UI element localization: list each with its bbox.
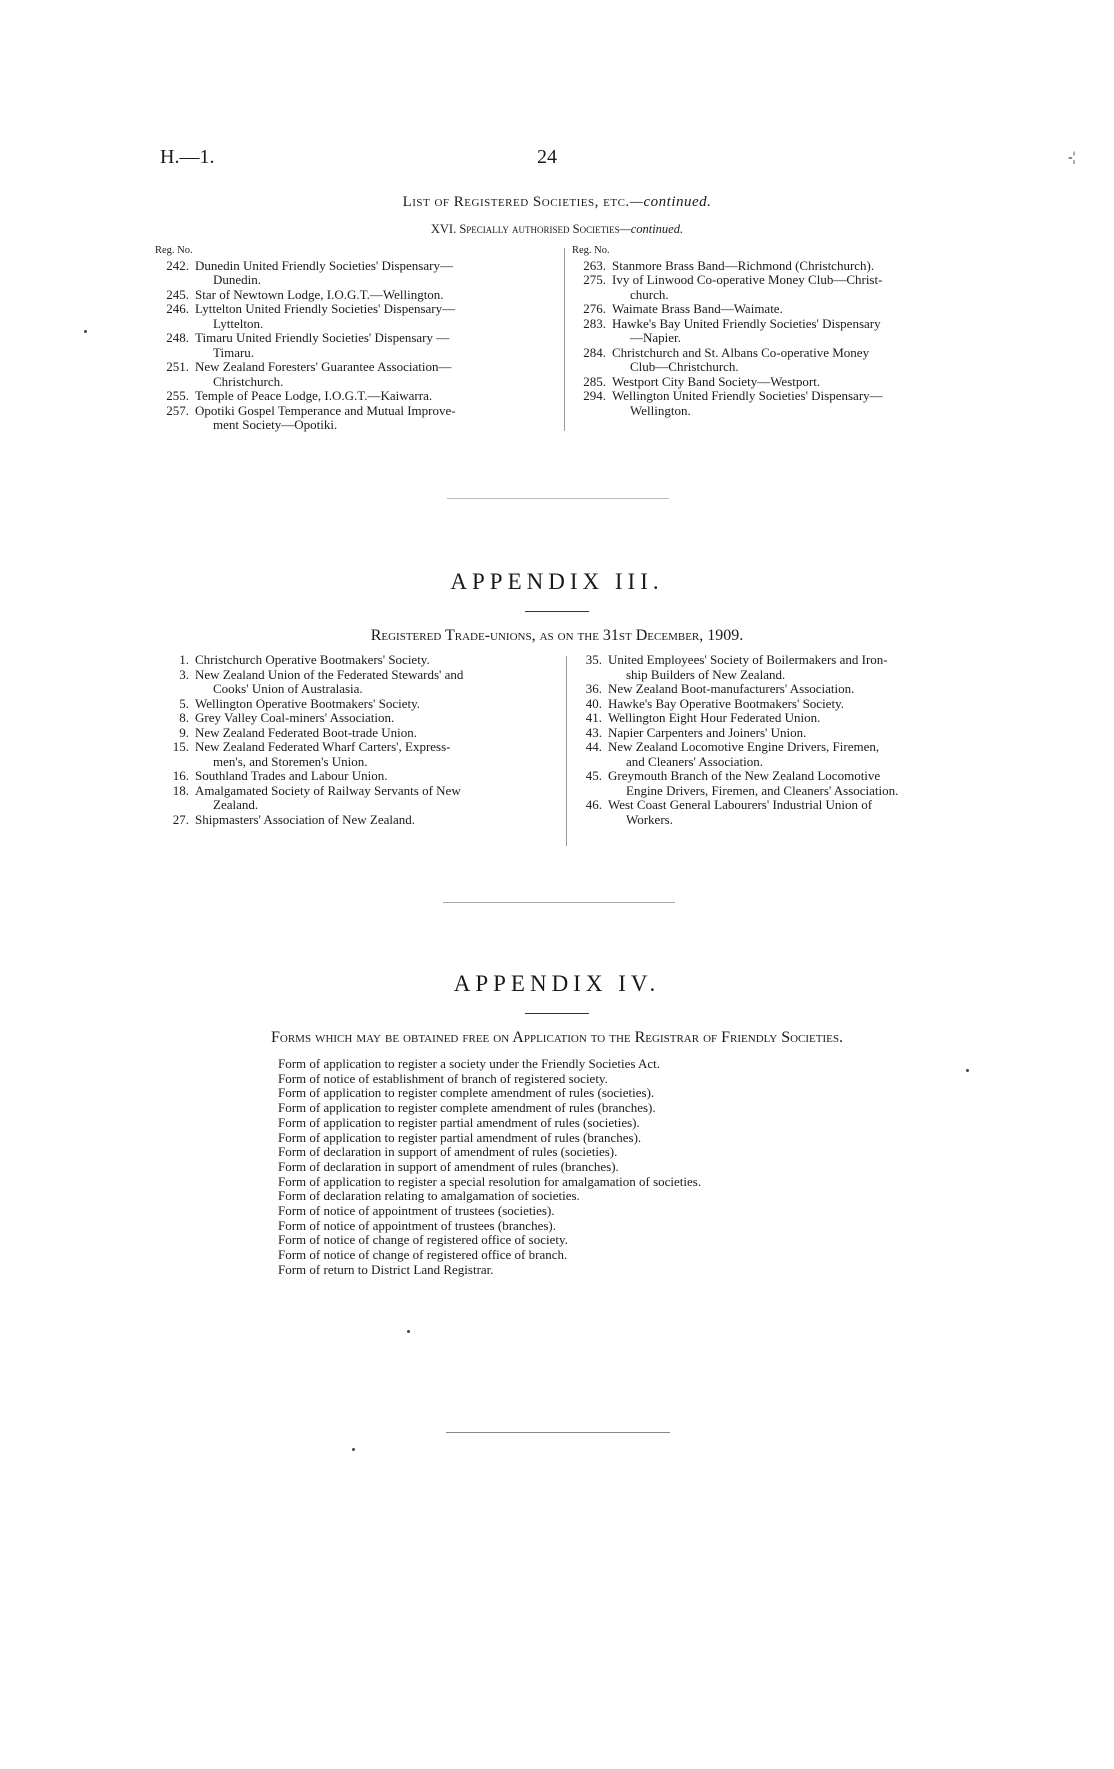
item-line: Greymouth Branch of the New Zealand Locomotive	[608, 768, 881, 783]
item-number: 242.	[166, 257, 189, 273]
list-item	[155, 668, 558, 697]
item-text	[612, 259, 967, 274]
section-title-continued: —continued.	[619, 222, 684, 236]
item-line: Lyttelton United Friendly Societies' Dispensary—	[195, 301, 456, 316]
list-item	[155, 404, 555, 433]
item-line: Timaru United Friendly Societies' Dispensary —	[195, 330, 450, 345]
item-number: 8.	[179, 710, 189, 725]
form-item: Form of notice of establishment of branch of registered society.	[278, 1070, 608, 1086]
item-number: 44.	[585, 739, 602, 754]
list-item	[568, 726, 968, 741]
list-item	[568, 711, 968, 726]
item-number: 294.	[583, 388, 606, 403]
list-item	[155, 784, 558, 813]
item-line: Dunedin United Friendly Societies' Dispensary—	[195, 257, 453, 273]
form-item: Form of notice of change of registered office of branch.	[278, 1247, 568, 1263]
trade-unions-left-column	[155, 653, 558, 827]
item-number: 284.	[583, 344, 606, 360]
item-text	[195, 668, 558, 697]
item-line-continued: Lyttelton.	[213, 315, 264, 331]
item-number: 251.	[166, 359, 189, 374]
item-line: New Zealand Boot-manufacturers' Association.	[608, 681, 855, 696]
item-line-continued: ment Society—Opotiki.	[213, 417, 338, 432]
list-item	[155, 360, 555, 389]
item-line-continued: Engine Drivers, Firemen, and Cleaners' Association.	[626, 782, 899, 798]
item-text	[612, 346, 967, 375]
item-number: 263.	[583, 257, 606, 273]
item-line-continued: ship Builders of New Zealand.	[626, 666, 786, 682]
trade-unions-heading-text: Registered Trade-unions, as on the 31st December, 1909.	[370, 627, 744, 644]
item-text	[195, 331, 555, 360]
section-title	[0, 222, 1114, 237]
item-line: Hawke's Bay United Friendly Societies' Dispensary	[612, 315, 881, 331]
form-item: Form of application to register a special resolution for amalgamation of societies.	[278, 1173, 702, 1189]
forms-list	[278, 1057, 701, 1278]
item-line: Grey Valley Coal-miners' Association.	[195, 710, 395, 725]
list-item	[572, 375, 967, 390]
item-line: New Zealand Foresters' Guarantee Association—	[195, 359, 452, 374]
list-item	[155, 726, 558, 741]
list-item	[568, 697, 968, 712]
item-text	[608, 682, 968, 697]
item-line: Hawke's Bay Operative Bootmakers' Society.	[608, 695, 844, 711]
section-separator-2	[443, 902, 675, 903]
item-line-continued: Dunedin.	[213, 272, 262, 287]
societies-right-column	[572, 244, 967, 418]
list-item	[572, 317, 967, 346]
list-item	[155, 653, 558, 668]
item-text	[608, 769, 968, 798]
item-line: Stanmore Brass Band—Richmond (Christchurch).	[612, 257, 875, 273]
appendix-iii-title: APPENDIX III.	[450, 569, 664, 594]
list-item	[572, 259, 967, 274]
list-item	[155, 769, 558, 784]
item-text	[195, 726, 558, 741]
list-title-continued: —continued.	[629, 194, 712, 210]
print-speck	[407, 1330, 410, 1333]
section-separator	[447, 498, 669, 499]
item-line: United Employees' Society of Boilermakers and Iron-	[608, 652, 888, 667]
item-line-continued: Christchurch.	[213, 373, 284, 389]
list-item	[155, 288, 555, 303]
trade-unions-right-column	[568, 653, 968, 827]
form-item: Form of declaration relating to amalgamation of societies.	[278, 1188, 580, 1204]
list-item	[568, 653, 968, 682]
item-text	[608, 711, 968, 726]
form-item: Form of application to register partial amendment of rules (societies).	[278, 1114, 640, 1130]
list-title-main: List of Registered Societies, etc.	[402, 194, 630, 210]
appendix-iii-rule	[525, 611, 589, 612]
list-item	[155, 813, 558, 828]
item-line: Napier Carpenters and Joiners' Union.	[608, 724, 807, 740]
appendix-iv-rule	[525, 1013, 589, 1014]
item-number: 43.	[585, 724, 602, 740]
item-line-continued: church.	[630, 286, 669, 302]
item-line: Southland Trades and Labour Union.	[195, 768, 388, 783]
item-line: Ivy of Linwood Co-operative Money Club—Christ-	[612, 272, 883, 287]
item-text	[195, 404, 555, 433]
list-item	[155, 697, 558, 712]
item-line-continued: Club—Christchurch.	[630, 359, 739, 374]
item-line-continued: Timaru.	[213, 344, 255, 360]
list-item	[572, 389, 967, 418]
item-number: 45.	[585, 768, 602, 783]
item-text	[195, 740, 558, 769]
forms-heading-text: Forms which may be obtained free on Application to the Registrar of Friendly Societies.	[270, 1029, 843, 1046]
item-text	[608, 697, 968, 712]
item-text	[612, 317, 967, 346]
item-text	[195, 302, 555, 331]
item-number: 40.	[585, 695, 602, 711]
list-item	[155, 740, 558, 769]
list-item	[568, 682, 968, 697]
item-text	[195, 784, 558, 813]
item-line: Christchurch Operative Bootmakers' Society.	[195, 652, 430, 667]
item-line: Shipmasters' Association of New Zealand.	[195, 811, 416, 827]
closing-rule	[446, 1432, 670, 1433]
list-item	[572, 346, 967, 375]
item-line-continued: Wellington.	[630, 402, 691, 418]
item-number: 1.	[179, 652, 189, 667]
item-line-continued: and Cleaners' Association.	[626, 753, 764, 769]
item-line: West Coast General Labourers' Industrial Union of	[608, 797, 873, 812]
item-number: 9.	[179, 724, 189, 740]
item-number: 46.	[585, 797, 602, 812]
item-line: Opotiki Gospel Temperance and Mutual Improve-	[195, 402, 456, 418]
item-line: New Zealand Locomotive Engine Drivers, Firemen,	[608, 739, 880, 754]
form-item: Form of notice of appointment of trustees (branches).	[278, 1217, 556, 1233]
item-line: New Zealand Federated Wharf Carters', Express-	[195, 739, 451, 754]
form-item: Form of application to register complete amendment of rules (branches).	[278, 1100, 656, 1116]
list-item	[572, 302, 967, 317]
column-divider	[564, 248, 565, 431]
item-text	[195, 360, 555, 389]
item-number: 18.	[172, 782, 189, 798]
list-item	[155, 259, 555, 288]
list-item	[155, 331, 555, 360]
print-speck	[966, 1069, 969, 1072]
item-number: 36.	[585, 681, 602, 696]
item-text	[195, 697, 558, 712]
print-speck	[84, 330, 87, 333]
section-title-main: XVI. Specially authorised Societies	[430, 222, 620, 236]
item-text	[195, 259, 555, 288]
item-line: Waimate Brass Band—Waimate.	[612, 301, 783, 316]
item-number: 3.	[179, 666, 189, 682]
trade-unions-heading	[0, 627, 1114, 645]
item-text	[195, 769, 558, 784]
item-text	[608, 740, 968, 769]
item-number: 276.	[583, 301, 606, 316]
item-text	[608, 726, 968, 741]
list-item	[572, 273, 967, 302]
list-item	[155, 711, 558, 726]
item-text	[195, 288, 555, 303]
form-item: Form of declaration in support of amendment of rules (societies).	[278, 1144, 618, 1160]
column-divider-unions	[566, 656, 567, 846]
item-text	[195, 813, 558, 828]
document-code: H.—1.	[160, 146, 215, 168]
form-item: Form of notice of appointment of trustees (societies).	[278, 1203, 555, 1219]
list-item	[155, 302, 555, 331]
item-line: Wellington Eight Hour Federated Union.	[608, 710, 821, 725]
item-line: Amalgamated Society of Railway Servants of New	[195, 782, 461, 798]
appendix-iv-title: APPENDIX IV.	[453, 971, 661, 996]
item-number: 15.	[172, 739, 189, 754]
form-item: Form of notice of change of registered office of society.	[278, 1232, 568, 1248]
item-line: Temple of Peace Lodge, I.O.G.T.—Kaiwarra.	[195, 388, 433, 403]
print-speck	[352, 1448, 355, 1451]
item-line: Wellington Operative Bootmakers' Society.	[195, 695, 421, 711]
item-text	[612, 389, 967, 418]
item-text	[195, 711, 558, 726]
item-number: 5.	[179, 695, 189, 711]
list-item	[155, 389, 555, 404]
item-number: 283.	[583, 315, 606, 331]
list-title	[0, 194, 1114, 211]
item-number: 257.	[166, 402, 189, 418]
item-text	[195, 653, 558, 668]
item-text	[195, 389, 555, 404]
form-item: Form of application to register complete amendment of rules (societies).	[278, 1085, 655, 1101]
form-item: Form of application to register partial amendment of rules (branches).	[278, 1129, 642, 1145]
margin-mark: -¦	[1068, 150, 1076, 165]
item-line: Wellington United Friendly Societies' Dispensary—	[612, 388, 883, 403]
item-text	[612, 302, 967, 317]
list-item	[568, 740, 968, 769]
regno-label-right: Reg. No.	[572, 245, 610, 256]
form-item: Form of return to District Land Registrar.	[278, 1261, 494, 1277]
item-line: New Zealand Federated Boot-trade Union.	[195, 724, 418, 740]
form-item: Form of application to register a society under the Friendly Societies Act.	[278, 1056, 660, 1071]
item-text	[612, 273, 967, 302]
form-item: Form of declaration in support of amendment of rules (branches).	[278, 1158, 619, 1174]
item-number: 41.	[585, 710, 602, 725]
item-number: 248.	[166, 330, 189, 345]
item-line-continued: Zealand.	[213, 797, 259, 812]
item-line: Westport City Band Society—Westport.	[612, 373, 821, 389]
item-text	[612, 375, 967, 390]
item-number: 285.	[583, 373, 606, 389]
item-text	[608, 798, 968, 827]
item-text	[608, 653, 968, 682]
regno-label-left: Reg. No.	[155, 245, 193, 256]
item-number: 275.	[583, 272, 606, 287]
item-line-continued: Cooks' Union of Australasia.	[213, 681, 363, 696]
item-number: 27.	[172, 811, 189, 827]
list-item	[568, 798, 968, 827]
list-item	[568, 769, 968, 798]
item-number: 35.	[585, 652, 602, 667]
item-number: 245.	[166, 286, 189, 302]
item-line-continued: —Napier.	[630, 330, 681, 345]
item-number: 255.	[166, 388, 189, 403]
forms-heading	[0, 1029, 1114, 1047]
item-line: Star of Newtown Lodge, I.O.G.T.—Wellington.	[195, 286, 444, 302]
item-line-continued: men's, and Storemen's Union.	[213, 753, 368, 769]
item-line: Christchurch and St. Albans Co-operative Money	[612, 344, 870, 360]
item-line-continued: Workers.	[626, 811, 673, 827]
page-number: 24	[537, 146, 557, 168]
item-number: 16.	[172, 768, 189, 783]
item-number: 246.	[166, 301, 189, 316]
societies-left-column	[155, 244, 555, 433]
item-line: New Zealand Union of the Federated Stewards' and	[195, 666, 464, 682]
